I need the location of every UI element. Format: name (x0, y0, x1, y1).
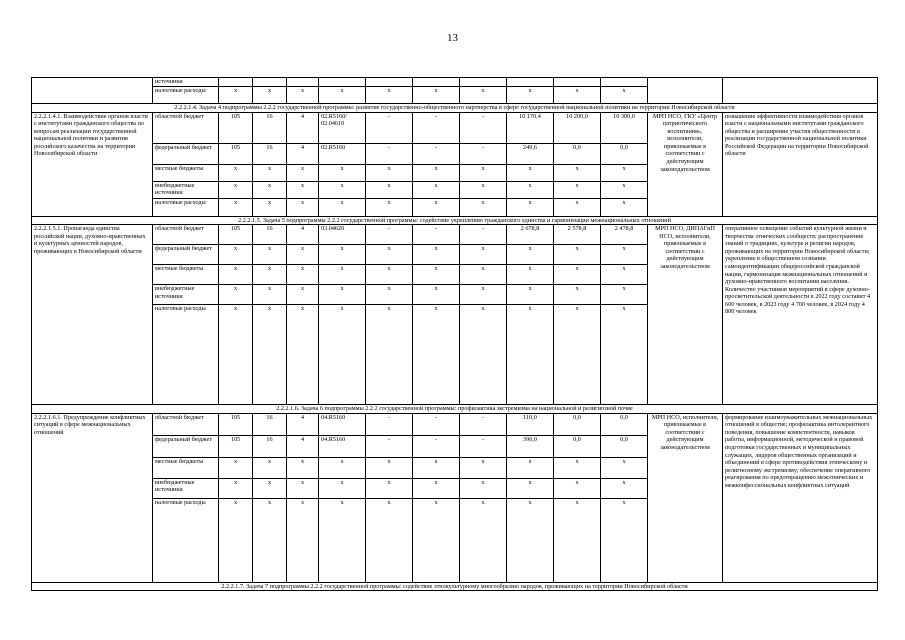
table-cell: налоговые расходы (153, 305, 219, 405)
table-cell: x (554, 305, 601, 405)
table-cell (287, 78, 319, 87)
table-cell: 0,0 (554, 435, 601, 457)
table-cell: внебюджетные источники (153, 285, 219, 305)
table-cell: x (460, 164, 507, 181)
task-header-row (32, 582, 878, 591)
table-cell: x (219, 198, 253, 216)
table-cell: x (413, 305, 460, 405)
table-cell: - (460, 143, 507, 164)
table-cell: - (413, 143, 460, 164)
table-cell: x (219, 181, 253, 198)
table-cell: x (219, 305, 253, 405)
table-cell: x (366, 87, 413, 104)
table-cell: 16 (253, 413, 287, 435)
table-cell: - (366, 225, 413, 245)
table-cell: x (601, 478, 648, 498)
table-cell: x (601, 245, 648, 265)
table-cell (413, 78, 460, 87)
table-cell: x (366, 181, 413, 198)
table-cell: x (413, 265, 460, 285)
table-cell: - (413, 225, 460, 245)
table-cell: 4 (287, 225, 319, 245)
table-cell: - (460, 435, 507, 457)
table-row (32, 78, 878, 87)
table-cell: 0,0 (554, 413, 601, 435)
table-cell: федеральный бюджет (153, 245, 219, 265)
event-name: 2.2.2.1.4.1. Взаимодействие органов власти с институтами гражданского общества по вопросам реализации государственной национальной политики и развития российского казачества на территории Новосибирской области (32, 112, 153, 216)
table-cell: x (319, 478, 366, 498)
table-cell: 110,0 (507, 413, 554, 435)
expected-result: оперативное освещение событий культурной жизни и творчества этнических сообществ; распространение знаний о традициях, культуре и религии народов, проживающих на территории Новосибирской области; укрепление в общественном сознании самоидентификации общероссийской гражданской нации, гармонизация межнациональных отношений и духовно-нравственного воспитания населения. Количество участников мероприятий в сфере духовно-просветительской деятельности в 2022 году составит 4 600 человек, в 2023 году 4 700 человек, в 2024 году 4 800 человек (723, 225, 878, 405)
table-cell: 16 (253, 225, 287, 245)
table-cell: x (601, 87, 648, 104)
table-cell: налоговые расходы (153, 198, 219, 216)
table-cell: x (219, 87, 253, 104)
table-cell: x (253, 265, 287, 285)
table-cell: x (366, 305, 413, 405)
expected-result: повышение эффективности взаимодействия органов власти с национальными институтами гражданского общества и расширение участия общественности в реализации государственной национальной политики Российской Федерации на территории Новосибирской области (723, 112, 878, 216)
table-row (32, 413, 878, 435)
table-cell: x (413, 285, 460, 305)
table-cell: x (287, 305, 319, 405)
table-cell: x (287, 245, 319, 265)
task-header-row (32, 216, 878, 225)
task-6-header: 2.2.2.1.6. Задача 6 подпрограммы 2.2.2 государственной программы: профилактика экстремизма на национальной и религиозной почве (32, 405, 878, 414)
table-cell: x (601, 457, 648, 478)
table-row (32, 225, 878, 245)
table-cell: x (219, 285, 253, 305)
table-cell: x (219, 164, 253, 181)
table-cell: 0,0 (601, 143, 648, 164)
table-cell: x (601, 285, 648, 305)
table-cell: x (319, 181, 366, 198)
table-cell: x (219, 457, 253, 478)
table-cell: x (601, 265, 648, 285)
table-cell: областной бюджет (153, 112, 219, 143)
table-cell: x (554, 87, 601, 104)
table-cell: x (507, 498, 554, 582)
table-cell: 0,0 (601, 413, 648, 435)
table-cell: 02.R5160/ 02.04610 (319, 112, 366, 143)
table-cell: x (460, 87, 507, 104)
table-cell: x (253, 305, 287, 405)
table-cell: местные бюджеты (153, 164, 219, 181)
table-cell: x (507, 478, 554, 498)
table-cell: x (287, 478, 319, 498)
table-cell: x (287, 498, 319, 582)
table-cell: x (253, 457, 287, 478)
table-cell: x (319, 87, 366, 104)
table-cell: x (219, 498, 253, 582)
event-name: 2.2.2.1.6.1. Предупреждение конфликтных ситуаций в сфере межнациональных отношений (32, 413, 153, 582)
table-cell: x (319, 457, 366, 478)
table-cell: - (366, 435, 413, 457)
table-cell: x (319, 498, 366, 582)
table-cell: x (554, 478, 601, 498)
table-cell: внебюджетные источники (153, 181, 219, 198)
table-cell: x (507, 285, 554, 305)
table-cell: x (253, 87, 287, 104)
table-cell: x (460, 305, 507, 405)
table-cell: x (460, 198, 507, 216)
table-cell: x (319, 285, 366, 305)
table-cell: 10 170,4 (507, 112, 554, 143)
executor: МРП НСО, ДИПАГиП НСО, исполнители, привлекаемые в соответствии с действующим законодательством (648, 225, 723, 405)
table-cell (253, 78, 287, 87)
task-4-header: 2.2.2.1.4. Задача 4 подпрограммы 2.2.2 государственной программы: развитие государственно-общественного партнерства в сфере государственной национальной политики на территории Новосибирской области (32, 104, 878, 113)
table-cell (554, 78, 601, 87)
table-cell: x (287, 265, 319, 285)
table-cell: x (554, 198, 601, 216)
table-row (32, 112, 878, 143)
table-cell: x (219, 478, 253, 498)
table-cell: x (287, 87, 319, 104)
table-cell: x (507, 265, 554, 285)
table-cell: x (460, 181, 507, 198)
table-cell: 4 (287, 413, 319, 435)
table-cell: - (460, 225, 507, 245)
table-cell: x (554, 245, 601, 265)
table-cell: x (413, 87, 460, 104)
task-header-row (32, 104, 878, 113)
table-cell: x (507, 245, 554, 265)
table-cell: x (413, 498, 460, 582)
table-cell: - (366, 143, 413, 164)
table-cell: налоговые расходы (153, 498, 219, 582)
table-cell: x (554, 285, 601, 305)
table-cell: x (219, 245, 253, 265)
table-cell: x (460, 245, 507, 265)
table-cell: x (601, 198, 648, 216)
table-cell (648, 78, 723, 104)
table-cell: x (319, 164, 366, 181)
table-cell: местные бюджеты (153, 265, 219, 285)
table-cell: 16 (253, 112, 287, 143)
table-cell: x (253, 285, 287, 305)
table-cell: x (460, 265, 507, 285)
table-cell: 0,0 (554, 143, 601, 164)
table-cell: x (554, 181, 601, 198)
table-cell: x (413, 164, 460, 181)
event-name: 2.2.2.1.5.1. Пропаганда единства российской нации, духовно-нравственных и культурных ценностей народов, проживающих в Новосибирской области (32, 225, 153, 405)
page-number: 13 (447, 32, 458, 44)
table-cell: x (253, 198, 287, 216)
table-cell: x (601, 498, 648, 582)
table-cell: x (366, 457, 413, 478)
table-cell: федеральный бюджет (153, 143, 219, 164)
table-cell: 105 (219, 435, 253, 457)
table-cell: - (413, 413, 460, 435)
table-cell: x (413, 198, 460, 216)
table-cell: x (366, 164, 413, 181)
table-cell: 2 478,8 (601, 225, 648, 245)
executor: МРП НСО, исполнители, привлекаемые в соответствии с действующим законодательством (648, 413, 723, 582)
table-cell: источники (153, 78, 219, 87)
table-cell: x (601, 164, 648, 181)
table-cell: x (366, 285, 413, 305)
table-cell: x (287, 457, 319, 478)
table-cell: x (366, 498, 413, 582)
table-cell: - (413, 112, 460, 143)
table-cell: x (366, 245, 413, 265)
table-cell (219, 78, 253, 87)
table-cell: - (366, 112, 413, 143)
table-cell (319, 78, 366, 87)
table-cell: 16 (253, 435, 287, 457)
table-cell: x (413, 478, 460, 498)
table-cell: 4 (287, 435, 319, 457)
table-cell: - (413, 435, 460, 457)
table-cell (601, 78, 648, 87)
table-cell (460, 78, 507, 87)
table-cell: внебюджетные источники (153, 478, 219, 498)
table-cell: местные бюджеты (153, 457, 219, 478)
table-cell: x (253, 181, 287, 198)
table-cell: налоговые расходы (153, 87, 219, 104)
table-cell: 2 678,8 (507, 225, 554, 245)
table-cell: 03.04620 (319, 225, 366, 245)
table-cell: x (287, 181, 319, 198)
table-cell: 105 (219, 143, 253, 164)
table-cell: - (460, 112, 507, 143)
table-cell: x (253, 478, 287, 498)
table-cell: областной бюджет (153, 225, 219, 245)
table-cell: x (554, 498, 601, 582)
table-cell: 4 (287, 143, 319, 164)
table-cell: x (554, 265, 601, 285)
table-cell: x (601, 181, 648, 198)
table-cell: x (507, 87, 554, 104)
table-cell: x (319, 198, 366, 216)
table-cell: x (460, 498, 507, 582)
table-cell: x (507, 181, 554, 198)
table-cell: x (366, 478, 413, 498)
task-7-header: 2.2.2.1.7. Задача 7 подпрограммы 2.2.2 государственной программы: содействие этнокультурному многообразию народов, проживающих на территории Новосибирской области (32, 582, 878, 591)
table-cell: x (219, 265, 253, 285)
table-cell: 105 (219, 112, 253, 143)
table-cell: 04.R5160 (319, 413, 366, 435)
table-cell: 10 300,0 (601, 112, 648, 143)
task-header-row (32, 405, 878, 414)
table-cell: областной бюджет (153, 413, 219, 435)
table-cell (723, 78, 878, 104)
table-cell: x (253, 164, 287, 181)
table-cell: 02.R5160 (319, 143, 366, 164)
table-cell: x (507, 198, 554, 216)
table-cell: - (460, 413, 507, 435)
table-cell: x (460, 478, 507, 498)
table-cell: x (601, 305, 648, 405)
expected-result: формирование взаимоуважительных межнациональных отношений в обществе; профилактика интолерантного поведения, повышение компетентности, навыков работы, информационной, методической и правовой подготовки государственных и муниципальных служащих, лидеров общественных организаций и объединений в сфере противодействия этническому и религиозному экстремизму; обеспечение оперативного реагирования по предотвращению межэтнических и межконфессиональных конфликтных ситуаций (723, 413, 878, 582)
table-cell: x (554, 164, 601, 181)
table-cell: x (413, 457, 460, 478)
table-cell: x (460, 285, 507, 305)
table-cell: x (554, 457, 601, 478)
table-cell: x (507, 305, 554, 405)
table-cell (32, 78, 153, 104)
table-cell: 4 (287, 112, 319, 143)
program-table (31, 77, 878, 591)
table-cell: 105 (219, 225, 253, 245)
table-cell: x (253, 498, 287, 582)
table-cell: 390,0 (507, 435, 554, 457)
table-cell (366, 78, 413, 87)
table-cell: x (287, 285, 319, 305)
table-cell: 04.R5160 (319, 435, 366, 457)
table-cell: x (253, 245, 287, 265)
table-cell: федеральный бюджет (153, 435, 219, 457)
table-cell: x (366, 265, 413, 285)
table-cell: x (287, 164, 319, 181)
table-cell: x (460, 457, 507, 478)
table-cell: 2 578,8 (554, 225, 601, 245)
table-cell: x (319, 265, 366, 285)
table-cell: x (319, 245, 366, 265)
table-cell (507, 78, 554, 87)
executor: МРП НСО, ГКУ «Центр патриотического воспитания», исполнители, привлекаемые в соответствии с действующим законодательством (648, 112, 723, 216)
table-cell: x (413, 245, 460, 265)
table-cell: x (413, 181, 460, 198)
table-cell: 249,6 (507, 143, 554, 164)
table-cell: x (507, 457, 554, 478)
table-cell: 0,0 (601, 435, 648, 457)
table-cell: x (319, 305, 366, 405)
table-cell: x (366, 198, 413, 216)
table-cell: 10 200,0 (554, 112, 601, 143)
table-cell: 16 (253, 143, 287, 164)
task-5-header: 2.2.2.1.5. Задача 5 подпрограммы 2.2.2 государственной программы: содействие укреплению гражданского единства и гармонизации межнациональных отношений (32, 216, 878, 225)
table-cell: x (507, 164, 554, 181)
table-cell: - (366, 413, 413, 435)
table-cell: 105 (219, 413, 253, 435)
table-cell: x (287, 198, 319, 216)
